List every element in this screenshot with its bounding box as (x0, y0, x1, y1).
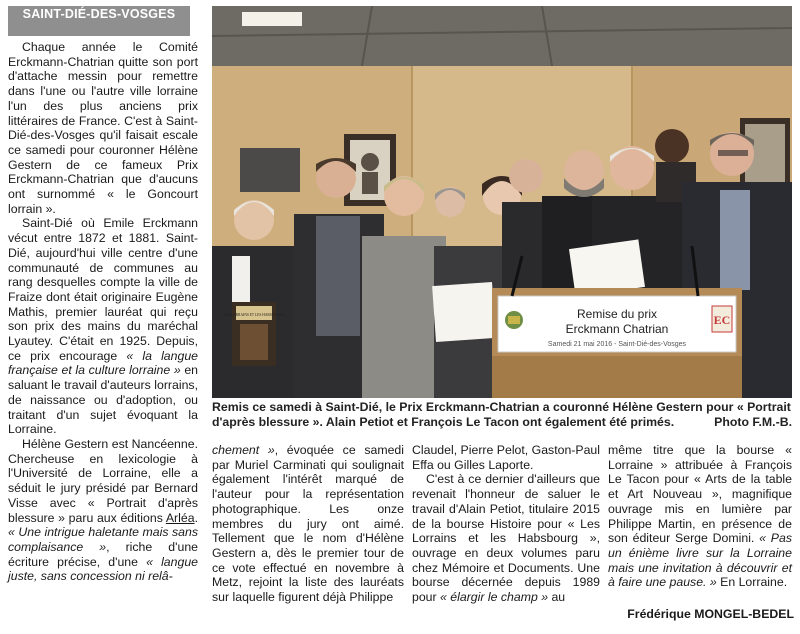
quote: « langue juste, sans concession ni relâ- (8, 554, 199, 584)
quote: « la langue française et la culture lorraine » (8, 348, 199, 378)
banner-subtitle: Samedi 21 mai 2016 - Saint-Dié-des-Vosges (547, 341, 687, 348)
banner-title-2: Erckmann Chatrian (565, 322, 669, 336)
quote: « Pas un énième livre sur la Lorraine mais une invitation à découvrir et à faire une pause. » (608, 531, 792, 590)
paragraph: chement », évoquée ce samedi par Muriel Carminati qui soulignait également l'intérêt marqué de l'auteur pour la représentation photographique. Les onze membres du jury ont aimé. Tellement que le nom d'Hélène Gestern a, dès le premier tour de ce vote effectué en novembre à Metz, rejoint la liste des lauréats sur laquelle figurent déjà Philippe (212, 443, 404, 605)
quote: chement » (212, 443, 275, 457)
author-signature: Frédérique MONGEL-BEDEL (627, 607, 794, 621)
paragraph: C'est à ce dernier d'ailleurs que revenait l'honneur de saluer le travail d'Alain Petiot, titulaire 2015 de la bourse Histoire pour « Les Lorrains et les Habsbourg », ouvrage en deux volumes paru chez Mémoire et Documents. Une bourse décernée depuis 1989 pour « élargir le champ » au (412, 472, 600, 605)
award-ceremony-photo (212, 6, 792, 398)
book-cover-title: LES LORRAINS ET LES HABSBOURG (223, 313, 285, 317)
article-column-3 (412, 443, 600, 605)
paragraph: Saint-Dié où Emile Erckmann vécut entre 1872 et 1881. Saint-Dié, aujourd'hui ville centre d'une communauté de communes au rang desquelles compte la ville de Fraize dont était originaire Eugène Mathis, premier lauréat qui reçu son prix des mains du maréchal Lyautey. C'était en 1925. Depuis, ce prix encourage « la langue française et la culture lorraine » en saluant le travail d'auteurs lorrains, de naissance ou d'adoption, ou traitant d'un sujet évoquant la Lorraine. (8, 216, 199, 437)
quote: « Une intrigue haletante mais sans complaisance » (8, 525, 198, 554)
article-column-1 (8, 40, 198, 584)
paragraph: Claudel, Pierre Pelot, Gaston-Paul Effa ou Gilles Laporte. (412, 443, 600, 472)
banner-title-1: Remise du prix (576, 307, 658, 321)
article-column-2 (212, 443, 404, 605)
section-header: SAINT-DIÉ-DES-VOSGES (8, 6, 190, 36)
photo-illustration (212, 6, 792, 398)
paragraph: même titre que la bourse « Lorraine » attribuée à François Le Tacon pour « Arts de la table et Art Nouveau », magnifique ouvrage mis en lumière par Philippe Martin, en présence de son éditeur Serge Domini. « Pas un énième livre sur la Lorraine mais une invitation à découvrir et à faire une pause. » En Lorraine. (608, 443, 792, 590)
banner-logo: EC (713, 313, 731, 327)
caption-text: Remis ce samedi à Saint-Dié, le Prix Erckmann-Chatrian a couronné Hélène Gestern pour « Portrait d'après blessure ». Alain Petiot et François Le Tacon ont également été primés. (212, 400, 791, 429)
quote: « élargir le champ » (440, 590, 549, 605)
article-column-4 (608, 443, 792, 590)
publisher-link[interactable]: Arléa (165, 510, 195, 525)
photo-credit: Photo F.M.-B. (714, 414, 792, 429)
photo-caption (212, 400, 792, 429)
paragraph: Hélène Gestern est Nancéenne. Chercheuse en lexicologie à l'Université de Lorraine, elle a séduit le jury présidé par Bernard Visse avec « Portrait d'après blessure » paru aux éditions Arléa. « Une intrigue haletante mais sans complaisance », riche d'une écriture précise, d'une « langue juste, sans concession ni relâ- (8, 436, 199, 584)
paragraph: Chaque année le Comité Erckmann-Chatrian quitte son port d'attache messin pour remettre dans l'une ou l'autre ville lorraine l'un des plus anciens prix littéraires de France. C'est à Saint-Dié-des-Vosges qu'il faisait escale ce samedi pour couronner Hélène Gestern de ce fameux Prix Erckmann-Chatrian que d'aucuns ont surnommé « le Goncourt lorrain ». (8, 40, 198, 216)
